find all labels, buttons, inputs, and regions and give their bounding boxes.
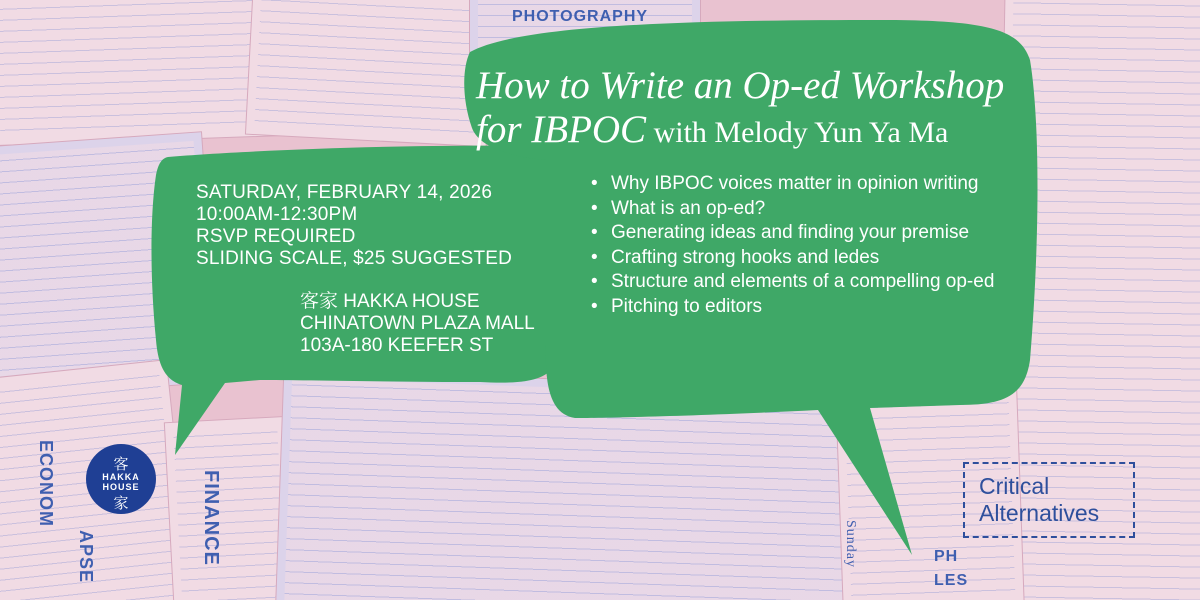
topic-item: • Generating ideas and finding your premise xyxy=(590,221,1030,246)
title-line-1: How to Write an Op-ed Workshop xyxy=(476,64,1005,107)
event-price: SLIDING SCALE, $25 SUGGESTED xyxy=(196,248,513,269)
topic-item: • Crafting strong hooks and ledes xyxy=(590,246,1030,271)
title-presenter: with Melody Yun Ya Ma xyxy=(646,116,949,149)
bg-word-photography: PHOTOGRAPHY xyxy=(512,8,649,25)
venue-mall: CHINATOWN PLAZA MALL xyxy=(300,313,535,334)
critical-alternatives-logo xyxy=(963,462,1135,538)
event-details xyxy=(196,182,512,270)
logo-char-top: 客 xyxy=(113,456,129,473)
logo-char-bottom: 家 xyxy=(113,495,129,512)
logo-line-2: HOUSE xyxy=(102,482,140,492)
hakka-house-logo xyxy=(86,444,156,514)
topic-item: • Why IBPOC voices matter in opinion writing xyxy=(590,172,1030,197)
event-location xyxy=(300,291,535,357)
event-title xyxy=(476,64,1036,155)
logo-line-1: HAKKA xyxy=(102,472,140,482)
event-time: 10:00AM-12:30PM xyxy=(196,204,358,225)
bg-word-les: LES xyxy=(934,572,969,589)
title-ibpoc: for IBPOC xyxy=(476,108,647,151)
event-rsvp: RSVP REQUIRED xyxy=(196,226,356,247)
partner-line-2: Alternatives xyxy=(979,500,1100,526)
bg-word-apse: APSE xyxy=(76,530,96,584)
bg-word-finance: FINANCE xyxy=(200,470,222,566)
title-line-2 xyxy=(476,108,1036,155)
logo-wordmark xyxy=(86,472,156,492)
topic-item: • Structure and elements of a compelling op-ed xyxy=(590,270,1030,295)
bg-word-econom: ECONOM xyxy=(36,440,56,527)
partner-line-1: Critical xyxy=(979,473,1050,499)
topic-list xyxy=(590,172,1030,319)
bg-word-sunday: Sunday xyxy=(843,520,858,568)
topic-item: • What is an op-ed? xyxy=(590,197,1030,222)
venue-address: 103A-180 KEEFER ST xyxy=(300,335,494,356)
bg-word-ph: PH xyxy=(934,548,959,565)
event-date: SATURDAY, FEBRUARY 14, 2026 xyxy=(196,182,493,203)
topic-item: • Pitching to editors xyxy=(590,295,1030,320)
venue-name: 客家 HAKKA HOUSE xyxy=(300,291,480,312)
